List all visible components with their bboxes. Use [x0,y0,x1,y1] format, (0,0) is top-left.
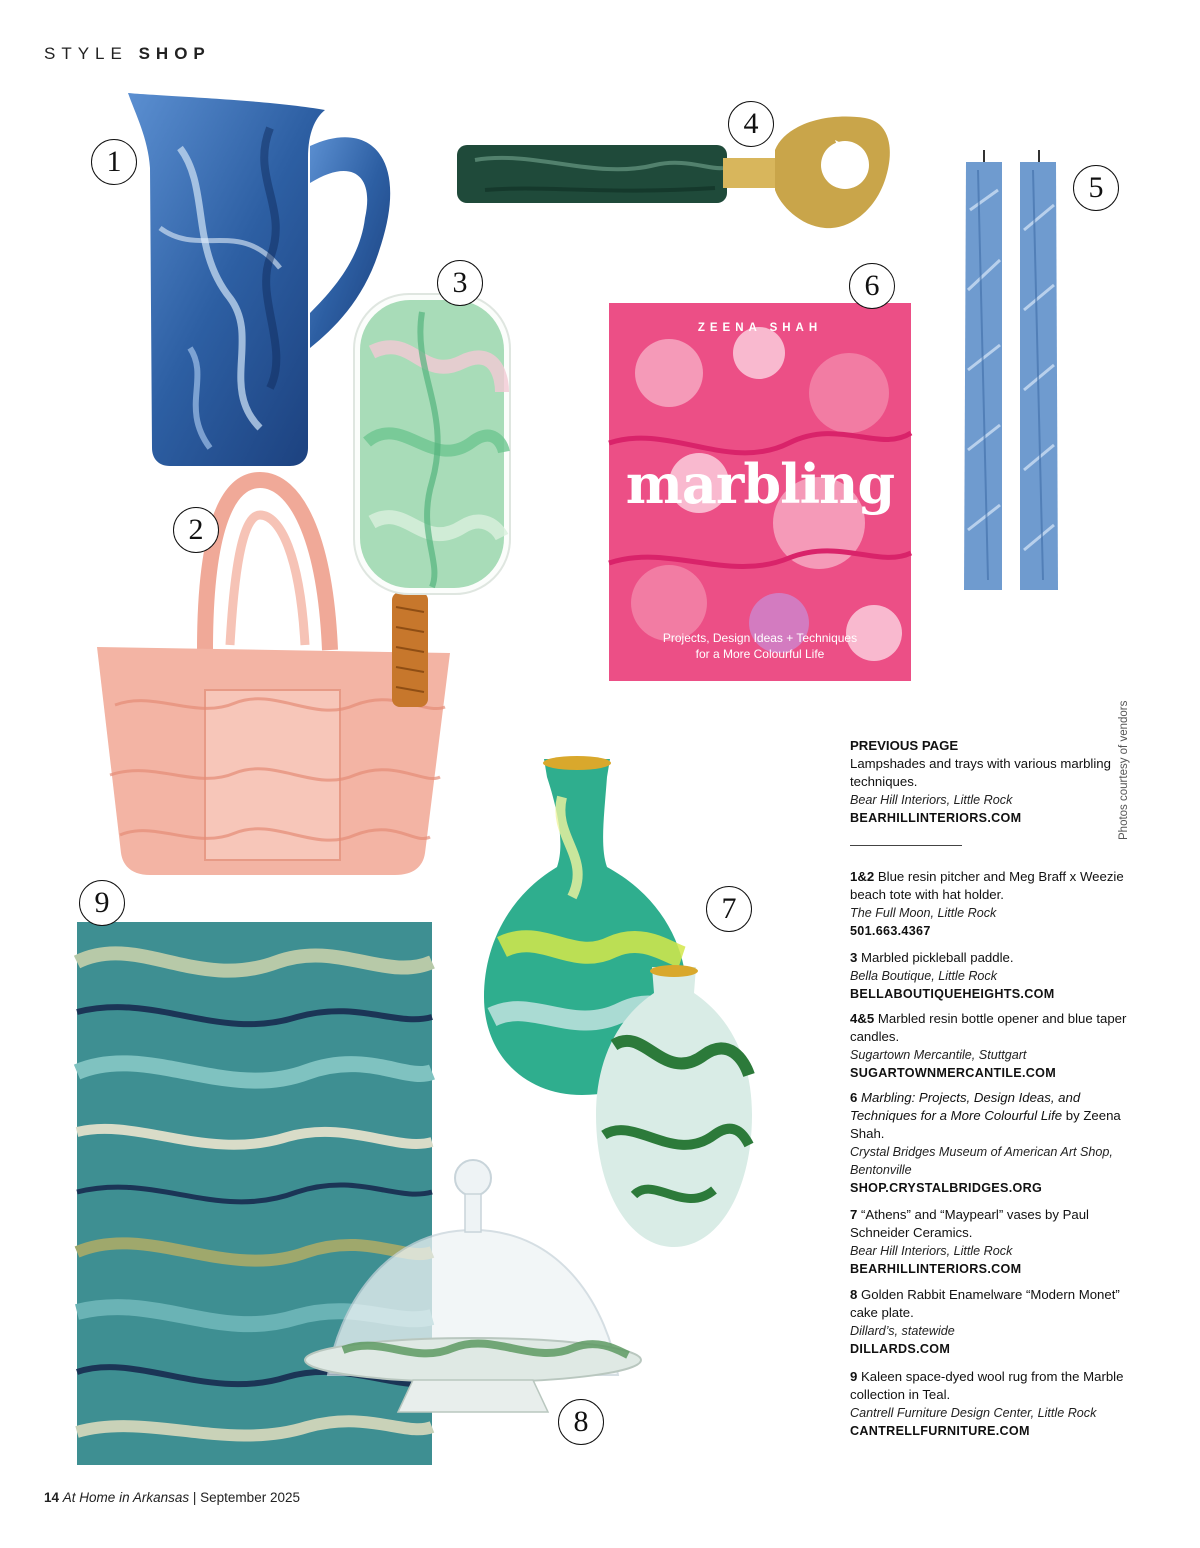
credit-item-8 [850,1286,1140,1358]
marbled-pickleball-paddle-image [352,292,512,712]
issue-date: September 2025 [200,1490,300,1505]
credit-web: BEARHILLINTERIORS.COM [850,1262,1022,1276]
item-number-1: 1 [91,139,137,185]
item-number-2: 2 [173,507,219,553]
book-subtitle-line-2: for a More Colourful Life [695,647,825,661]
item-number-3: 3 [437,260,483,306]
credit-text: by Zeena Shah. [850,1108,1121,1141]
credit-previous-venue: Bear Hill Interiors, Little Rock [850,793,1013,807]
footer-separator: | [192,1490,197,1505]
credit-web: DILLARDS.COM [850,1342,951,1356]
credit-text: “Athens” and “Maypearl” vases by Paul Schneider Ceramics. [850,1207,1089,1240]
credit-item-4-5 [850,1010,1140,1082]
credit-venue: Bella Boutique, Little Rock [850,969,998,983]
photo-credit-vertical: Photos courtesy of vendors [1118,700,1130,840]
credit-venue: Cantrell Furniture Design Center, Little Rock [850,1406,1097,1420]
credit-venue: The Full Moon, Little Rock [850,906,997,920]
credit-text: Kaleen space-dyed wool rug from the Marble collection in Teal. [850,1369,1124,1402]
book-subtitle [609,630,911,662]
credit-item-6 [850,1089,1140,1197]
book-author: ZEENA SHAH [697,322,823,334]
credit-book-title: Marbling: Projects, Design Ideas, and Techniques for a More Colourful Life [850,1090,1081,1123]
credit-venue: Sugartown Mercantile, Stuttgart [850,1048,1027,1062]
credit-previous-web: BEARHILLINTERIORS.COM [850,811,1022,825]
credit-item-3 [850,949,1140,1003]
item-number-6: 6 [849,263,895,309]
credit-text: Marbled resin bottle opener and blue taper candles. [850,1011,1127,1044]
item-number-7: 7 [706,886,752,932]
credit-web: SUGARTOWNMERCANTILE.COM [850,1066,1057,1080]
blue-taper-candles-image [958,150,1068,595]
credit-item-1-2 [850,868,1140,940]
header-style: STYLE [44,44,128,63]
page-number: 14 [44,1490,60,1505]
credit-number: 8 [850,1287,858,1302]
credits-divider [850,845,962,846]
credit-venue: Crystal Bridges Museum of American Art Shop, Bentonville [850,1145,1113,1177]
credit-venue: Bear Hill Interiors, Little Rock [850,1244,1013,1258]
magazine-name: At Home in Arkansas [62,1490,190,1505]
book-subtitle-line-1: Projects, Design Ideas + Techniques [662,631,858,645]
credit-web: CANTRELLFURNITURE.COM [850,1424,1030,1438]
credit-item-7 [850,1206,1140,1278]
credit-web: BELLABOUTIQUEHEIGHTS.COM [850,987,1055,1001]
credit-previous-heading: PREVIOUS PAGE [850,738,959,753]
book-title: marbling [625,452,895,516]
credit-number: 3 [850,950,858,965]
header-shop: SHOP [138,44,211,63]
item-number-8: 8 [558,1399,604,1445]
bottle-opener-image [455,110,895,235]
credit-number: 1&2 [850,869,875,884]
item-number-4: 4 [728,101,774,147]
item-number-5: 5 [1073,165,1119,211]
credit-text: Blue resin pitcher and Meg Braff x Weezie beach tote with hat holder. [850,869,1124,902]
item-number-9: 9 [79,880,125,926]
credit-text: Marbled pickleball paddle. [861,950,1014,965]
credit-web: SHOP.CRYSTALBRIDGES.ORG [850,1181,1043,1195]
credit-number: 4&5 [850,1011,875,1026]
credit-web: 501.663.4367 [850,924,931,938]
credit-number: 7 [850,1207,858,1222]
credit-number: 6 [850,1090,858,1105]
credit-text: Golden Rabbit Enamelware “Modern Monet” cake plate. [850,1287,1120,1320]
credit-previous-page [850,737,1140,827]
credit-number: 9 [850,1369,858,1384]
credit-item-9 [850,1368,1140,1440]
section-header [44,44,211,64]
page-footer [44,1490,300,1505]
credit-venue: Dillard’s, statewide [850,1324,955,1338]
cake-plate-with-dome-image [303,1150,643,1422]
credit-previous-text: Lampshades and trays with various marbling techniques. [850,756,1111,789]
